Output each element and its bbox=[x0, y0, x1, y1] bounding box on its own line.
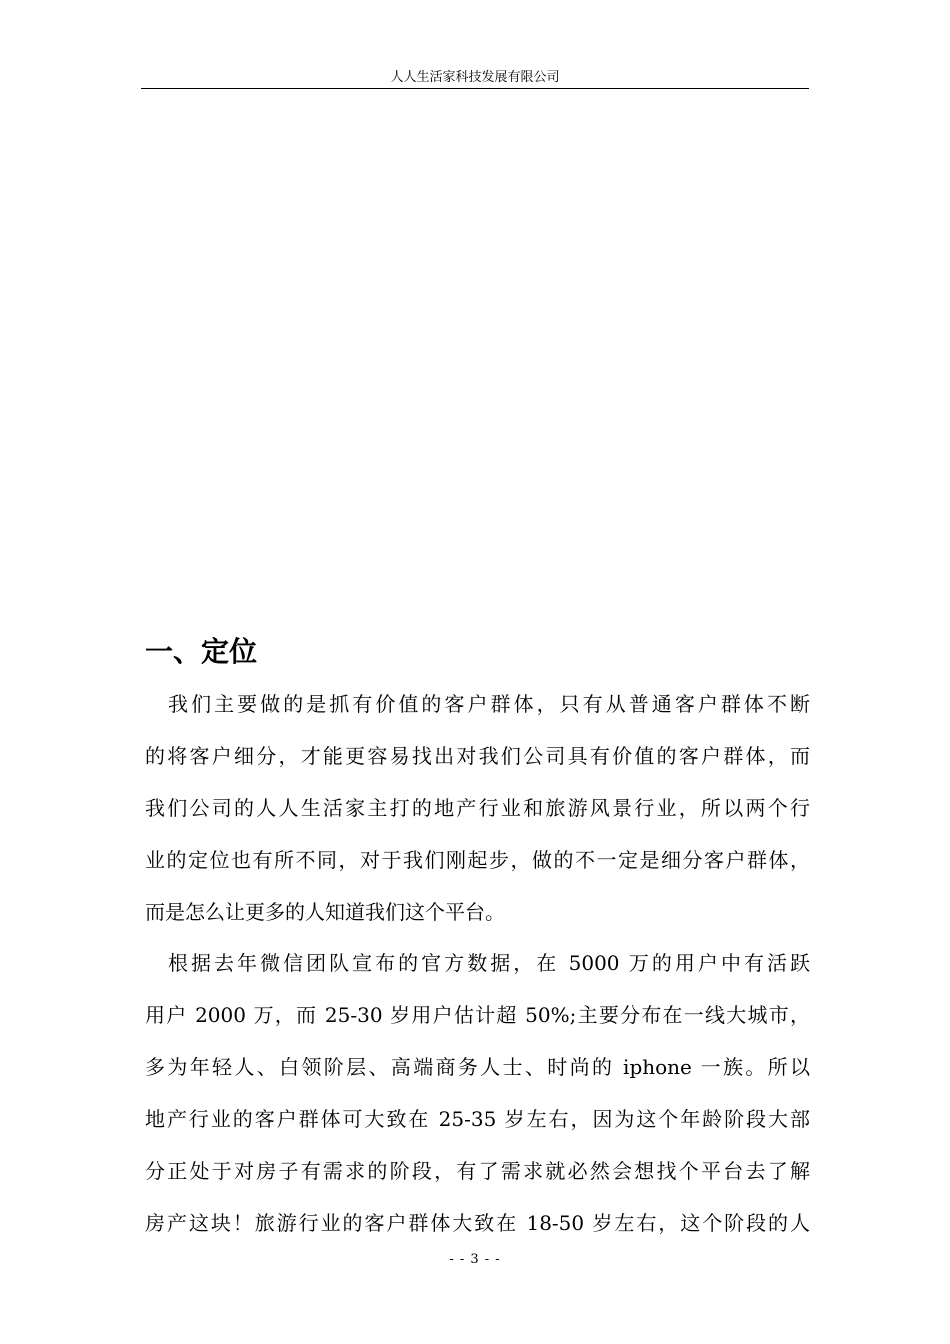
section-heading: 一、定位 bbox=[145, 635, 258, 668]
text-line: 多为年轻人、白领阶层、高端商务人士、时尚的 iphone 一族。所以 bbox=[145, 1055, 810, 1079]
text-line: 地产行业的客户群体可大致在 25-35 岁左右，因为这个年龄阶段大部 bbox=[145, 1107, 810, 1131]
header-company-name: 人人生活家科技发展有限公司 bbox=[390, 70, 560, 85]
text-line: 我们主要做的是抓有价值的客户群体，只有从普通客户群体不断 bbox=[145, 692, 810, 716]
paragraph-user-data bbox=[145, 937, 810, 1249]
page-header bbox=[141, 70, 809, 90]
page-number: - - 3 - - bbox=[449, 1252, 501, 1267]
page-footer bbox=[0, 1252, 950, 1268]
text-line: 根据去年微信团队宣布的官方数据，在 5000 万的用户中有活跃 bbox=[145, 951, 810, 975]
text-line: 分正处于对房子有需求的阶段，有了需求就必然会想找个平台去了解 bbox=[145, 1159, 810, 1183]
text-line: 的将客户细分，才能更容易找出对我们公司具有价值的客户群体，而 bbox=[145, 744, 810, 768]
text-line: 房产这块！旅游行业的客户群体大致在 18-50 岁左右，这个阶段的人 bbox=[145, 1211, 810, 1235]
text-line: 业的定位也有所不同，对于我们刚起步，做的不一定是细分客户群体， bbox=[145, 848, 810, 872]
header-divider bbox=[141, 88, 809, 89]
text-line: 我们公司的人人生活家主打的地产行业和旅游风景行业，所以两个行 bbox=[145, 796, 810, 820]
paragraph-positioning-intro bbox=[145, 678, 810, 938]
text-line: 用户 2000 万，而 25-30 岁用户估计超 50%;主要分布在一线大城市， bbox=[145, 1003, 810, 1027]
text-line: 而是怎么让更多的人知道我们这个平台。 bbox=[145, 900, 505, 924]
